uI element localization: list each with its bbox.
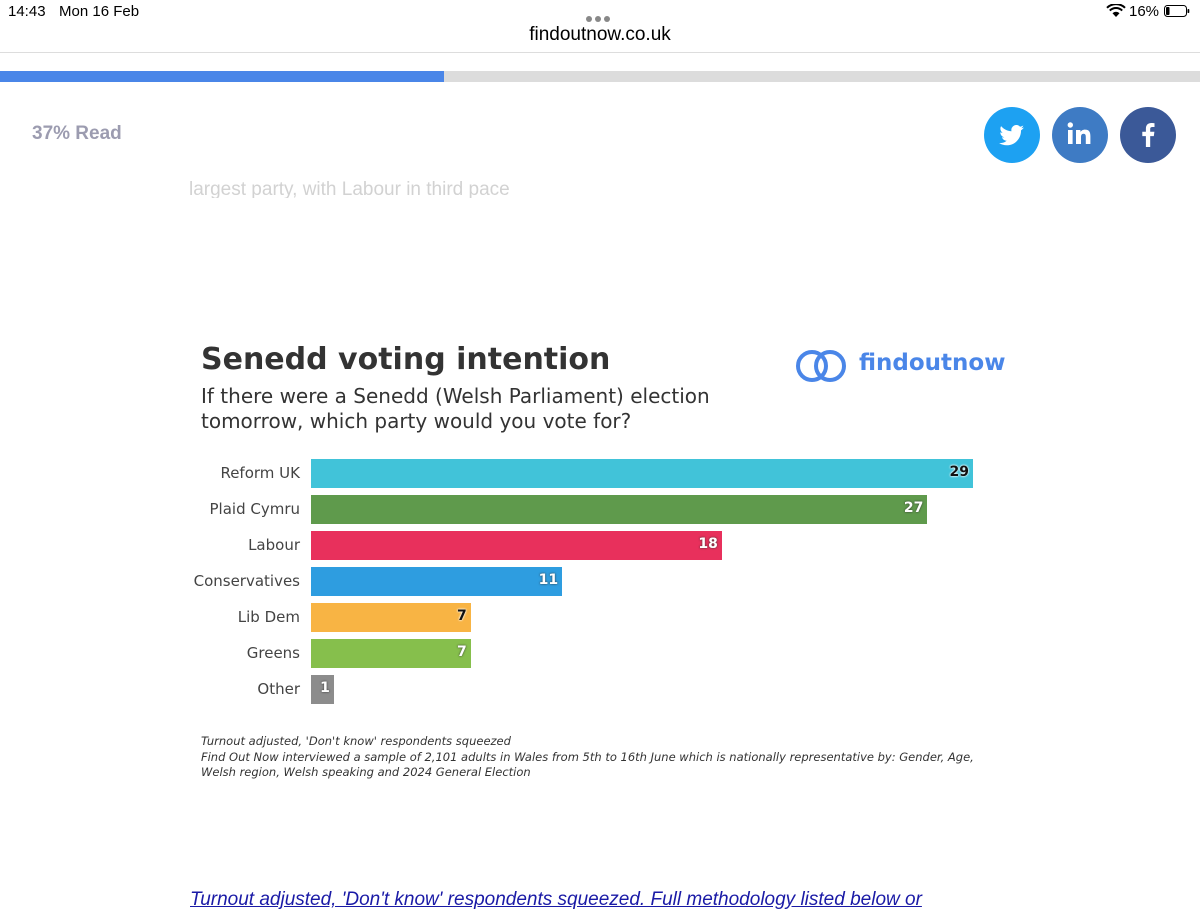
wifi-icon [1106,4,1126,18]
bar [311,603,471,632]
reading-progress-fill [0,71,444,82]
category-label: Lib Dem [237,608,300,626]
multitasking-dots-icon[interactable] [586,9,616,15]
bar [311,459,973,488]
chart-subtitle: If there were a Senedd (Welsh Parliament) election tomorrow, which party would you vote for? [201,384,710,433]
bar [311,639,471,668]
status-date: Mon 16 Feb [59,3,140,20]
linkedin-icon [1052,107,1108,163]
bar-value-label: 11 [538,572,559,588]
bar [311,531,722,560]
chart-title: Senedd voting intention [201,342,611,377]
chart-note-methodology: Find Out Now interviewed a sample of 2,101 adults in Wales from 5th to 16th June which is nationally representative by: Gender, Age, Welsh region, Welsh speaking and 2024 General Election [201,749,974,779]
facebook-share-button[interactable] [1120,107,1176,163]
chart-note-turnout: Turnout adjusted, 'Don't know' respondents squeezed [201,734,511,748]
bar [311,567,562,596]
status-bar [0,0,1200,24]
category-label: Conservatives [193,572,300,590]
chart-notes [201,734,991,781]
bar [311,675,334,704]
reading-progress-bar [0,71,1200,82]
status-time: 14:43 [8,3,46,20]
bar-value-label: 29 [949,464,969,480]
category-label: Plaid Cymru [209,500,300,518]
bar-value-label: 27 [903,500,924,516]
bar-value-label: 7 [457,608,467,624]
linkedin-share-button[interactable] [1052,107,1108,163]
category-label: Labour [248,536,300,554]
category-label: Other [257,680,300,698]
category-label: Reform UK [220,464,300,482]
bar-value-label: 7 [457,644,467,660]
facebook-icon [1120,107,1176,163]
url-text[interactable]: findoutnow.co.uk [529,24,671,45]
category-label: Greens [246,644,300,662]
brand-name: findoutnow [859,350,1006,376]
bar-value-label: 18 [698,536,718,552]
bar-value-label: 1 [320,680,330,696]
twitter-icon [984,107,1040,163]
battery-percent: 16% [1129,3,1160,20]
twitter-share-button[interactable] [984,107,1040,163]
interlocking-rings-icon [794,345,854,387]
address-bar[interactable] [0,24,1200,53]
battery-icon [1164,5,1190,17]
methodology-link[interactable]: Turnout adjusted, 'Don't know' respondents squeezed. Full methodology listed below or [190,889,922,910]
article-caption: largest party, with Labour in third pace [189,179,510,198]
bar [311,495,927,524]
findoutnow-logo [794,345,1004,387]
reading-progress-label: 37% Read [32,123,122,144]
